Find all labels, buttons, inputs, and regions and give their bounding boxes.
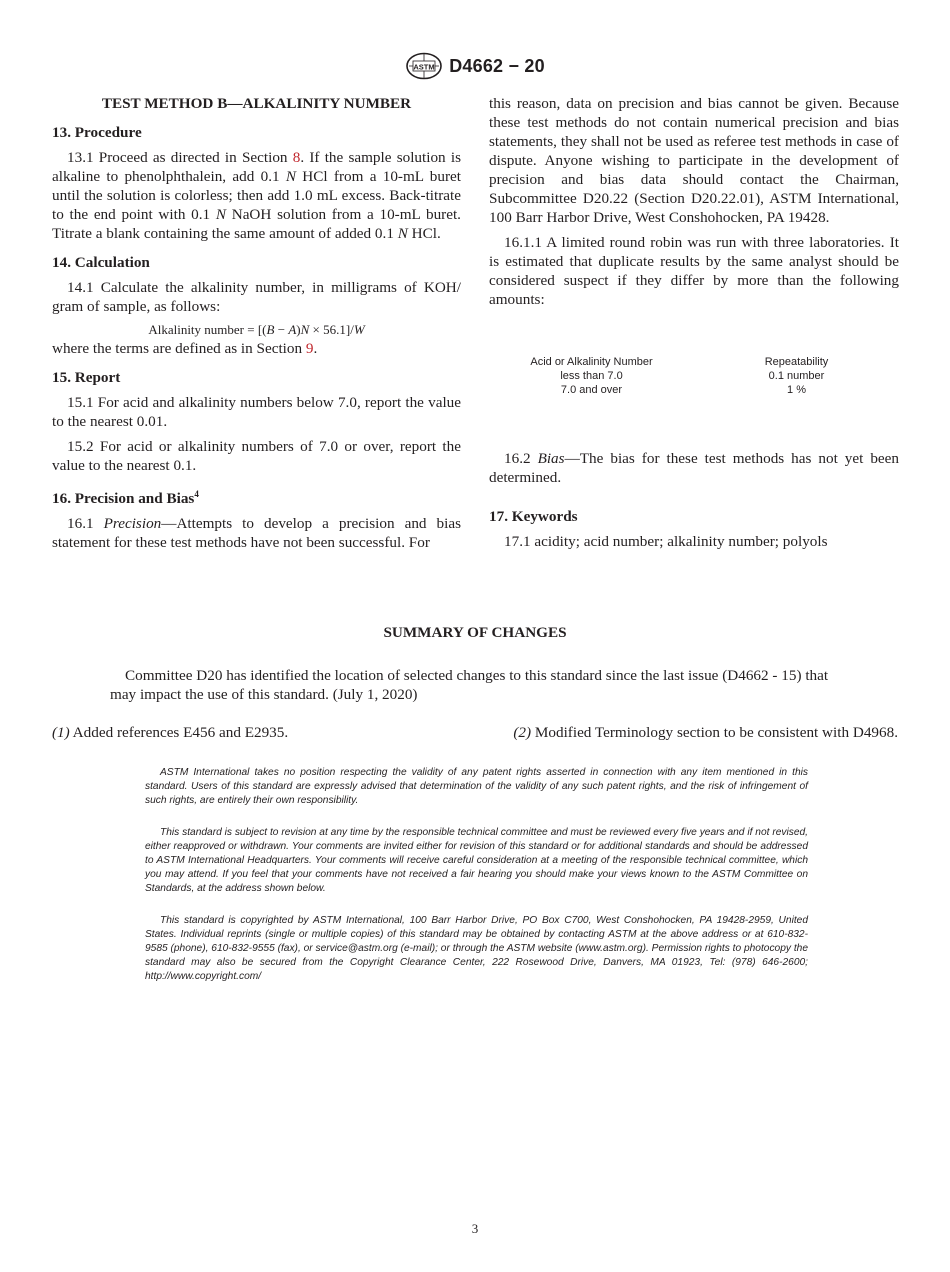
where-clause — [52, 339, 461, 358]
change-item-1 — [52, 724, 288, 742]
copyright-notice: This standard is copyrighted by ASTM International, 100 Barr Harbor Drive, PO Box C700, West Conshohocken, PA 19428-2959, United States. Individual reprints (single or multiple copies) of this standard may be obtained by contacting ASTM at the above address or at 610-832-9585 (phone), 610-832-9555 (fax), or service@astm.org (e-mail); or through the ASTM website (www.astm.org). Permission rights to photocopy the standard may also be secured from the Copyright Clearance Center, 222 Rosewood Drive, Danvers, MA 01923, Tel: (978) 646-2600; http://www.copyright.com/ — [145, 915, 808, 982]
emphasis: Bias — [537, 450, 565, 467]
section-16-heading — [52, 485, 461, 508]
heading-text: 16. Precision and Bias — [52, 490, 195, 507]
text: HCl. — [407, 225, 441, 242]
table-cell: less than 7.0 — [560, 370, 623, 382]
summary-title: SUMMARY OF CHANGES — [383, 624, 567, 641]
astm-logo-icon — [405, 52, 443, 80]
method-title: TEST METHOD B—ALKALINITY NUMBER — [101, 95, 412, 112]
table-header: Acid or Alkalinity Number — [530, 356, 653, 368]
section-13-heading: 13. Procedure — [52, 124, 142, 141]
text: —The bias for these test methods has not yet been determined. — [489, 450, 899, 486]
eq-var-a: A — [288, 322, 297, 337]
eq-var-b: B — [266, 322, 275, 337]
text: where the terms are defined as in Section — [52, 340, 306, 357]
section-15-heading: 15. Report — [52, 369, 121, 386]
table-cell: 0.1 number — [768, 370, 825, 382]
table-header: Repeatability — [764, 356, 829, 368]
page-number: 3 — [471, 1221, 479, 1236]
section-14-heading: 14. Calculation — [52, 254, 150, 271]
text: 16.2 — [504, 450, 538, 467]
change-text: Modified Terminology section to be consistent with D4968. — [531, 724, 898, 741]
patent-notice: ASTM International takes no position respecting the validity of any patent rights asserted in connection with any item mentioned in this standard. Users of this standard are expressly advised that determination of the validity of any such patent rights, and the risk of infringement of such rights, are entirely their own responsibility. — [145, 767, 808, 806]
eq-var-n: N — [300, 322, 310, 337]
text: —Attempts to develop a precision and bias statement for these test methods have not been successful. For — [52, 515, 461, 551]
para-15-1: 15.1 For acid and alkalinity numbers below 7.0, report the value to the nearest 0.01. — [52, 394, 461, 430]
repeatability-table — [489, 355, 899, 397]
para-17-1: 17.1 acidity; acid number; alkalinity number; polyols — [504, 533, 828, 550]
normality-symbol: N — [397, 225, 408, 242]
change-text: Added references E456 and E2935. — [69, 724, 289, 741]
left-column — [52, 94, 461, 558]
text: 13.1 Proceed as directed in Section — [67, 149, 293, 166]
footnote-ref[interactable]: 4 — [194, 489, 199, 499]
table-row — [489, 383, 899, 397]
text: 16.1 — [67, 515, 104, 532]
section-9-link[interactable]: 9 — [305, 340, 314, 357]
section-8-link[interactable]: 8 — [292, 149, 301, 166]
normality-symbol: N — [285, 168, 297, 185]
emphasis: Precision — [103, 515, 162, 532]
eq-var-w: W — [353, 322, 365, 337]
table-header-row — [489, 355, 899, 369]
para-16-1-1: 16.1.1 A limited round robin was run with three laboratories. It is estimated that duplicate results by the same analyst should be considered suspect if they differ by more than the following amounts: — [489, 234, 899, 308]
table-cell: 1 % — [787, 384, 806, 396]
para-16-2 — [489, 449, 899, 487]
page-header — [0, 52, 950, 80]
para-13-1 — [52, 148, 461, 243]
eq-label: Alkalinity number = — [148, 322, 258, 337]
eq-constant: 56.1 — [323, 322, 346, 337]
change-number: (2) — [513, 724, 532, 741]
para-15-2: 15.2 For acid or alkalinity numbers of 7.0 or over, report the value to the nearest 0.1. — [52, 438, 461, 474]
table-row — [489, 369, 899, 383]
right-column — [489, 94, 899, 557]
text: . If the sample solution is alkaline to phenolphthalein, add 0.1 — [52, 149, 462, 185]
section-17-heading: 17. Keywords — [489, 508, 578, 525]
para-16-1 — [52, 514, 461, 552]
text: . — [313, 340, 318, 357]
table-cell: 7.0 and over — [560, 384, 623, 396]
svg-text:ASTM: ASTM — [413, 62, 435, 72]
para-16-1-continued: this reason, data on precision and bias cannot be given. Because these test methods do not contain numerical precision and bias statements, they shall not be used as referee test methods in case of dispute. Anyone wishing to participate in the development of precision and bias data should contact the Chairman, Subcommittee D20.22 (Section D20.22.01), ASTM International, 100 Barr Harbor Drive, West Conshohocken, PA 19428. — [489, 95, 899, 226]
change-number: (1) — [52, 724, 70, 741]
para-14-1: 14.1 Calculate the alkalinity number, in milligrams of KOH/ gram of sample, as follows: — [52, 279, 461, 315]
change-item-2 — [513, 724, 898, 742]
summary-text: Committee D20 has identified the location of selected changes to this standard since the last issue (D4662 - 15) that may impact the use of this standard. (July 1, 2020) — [110, 667, 829, 703]
text: NaOH solution from a 10-mL buret. Titrate a blank containing the same amount of added 0.1 — [52, 206, 461, 242]
alkalinity-equation: Alkalinity number = [(B − A)N × 56.1]/W — [148, 322, 365, 337]
text: HCl from a 10-mL buret until the solution is colorless; then add 1.0 mL excess. Back-titrate to the end point with 0.1 — [52, 168, 461, 223]
document-id: D4662 − 20 — [449, 55, 545, 76]
normality-symbol: N — [215, 206, 226, 223]
revision-notice: This standard is subject to revision at any time by the responsible technical committee and must be reviewed every five years and if not revised, either reapproved or withdrawn. Your comments are invited either for revision of this standard or for additional standards and should be addressed to ASTM International Headquarters. Your comments will receive careful consideration at a meeting of the responsible technical committee, which you may attend. If you feel that your comments have not received a fair hearing you should make your views known to the ASTM Committee on Standards, at the address shown below. — [145, 827, 808, 894]
